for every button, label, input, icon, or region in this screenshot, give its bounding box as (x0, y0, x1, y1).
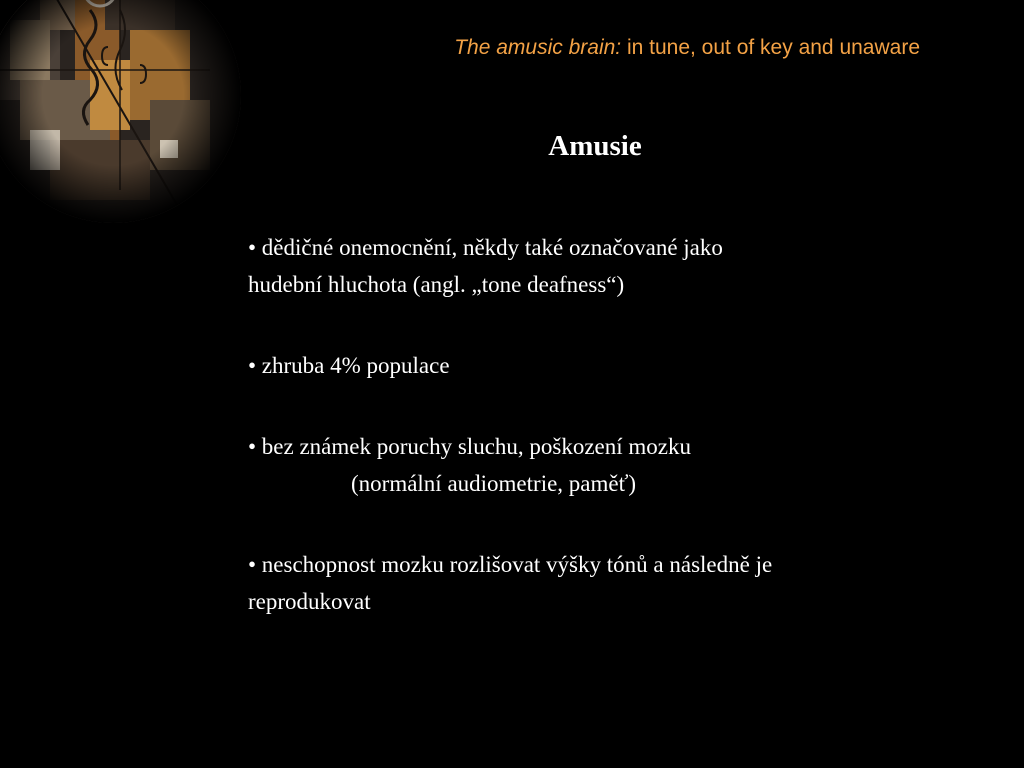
bullet-list (248, 229, 968, 620)
bullet-item (248, 229, 968, 303)
slide-title: Amusie (548, 130, 642, 162)
cubist-violin-painting (0, 0, 245, 240)
header-title-rest: in tune, out of key and unaware (621, 36, 920, 59)
bullet-line: • neschopnost mozku rozlišovat výšky tónů a následně je (248, 552, 773, 577)
header-title (454, 36, 920, 60)
bullet-line: hudební hluchota (angl. „tone deafness“) (248, 272, 625, 297)
header-title-italic: The amusic brain: (454, 36, 622, 59)
bullet-item (248, 347, 968, 384)
bullet-line: • dědičné onemocnění, někdy také označované jako (248, 235, 723, 260)
bullet-item (248, 428, 968, 502)
bullet-item (248, 546, 968, 620)
bullet-line: • zhruba 4% populace (248, 353, 450, 378)
bullet-line: reprodukovat (248, 589, 371, 614)
bullet-line-indented: (normální audiometrie, paměť) (351, 471, 637, 496)
bullet-line: • bez známek poruchy sluchu, poškození mozku (248, 434, 692, 459)
